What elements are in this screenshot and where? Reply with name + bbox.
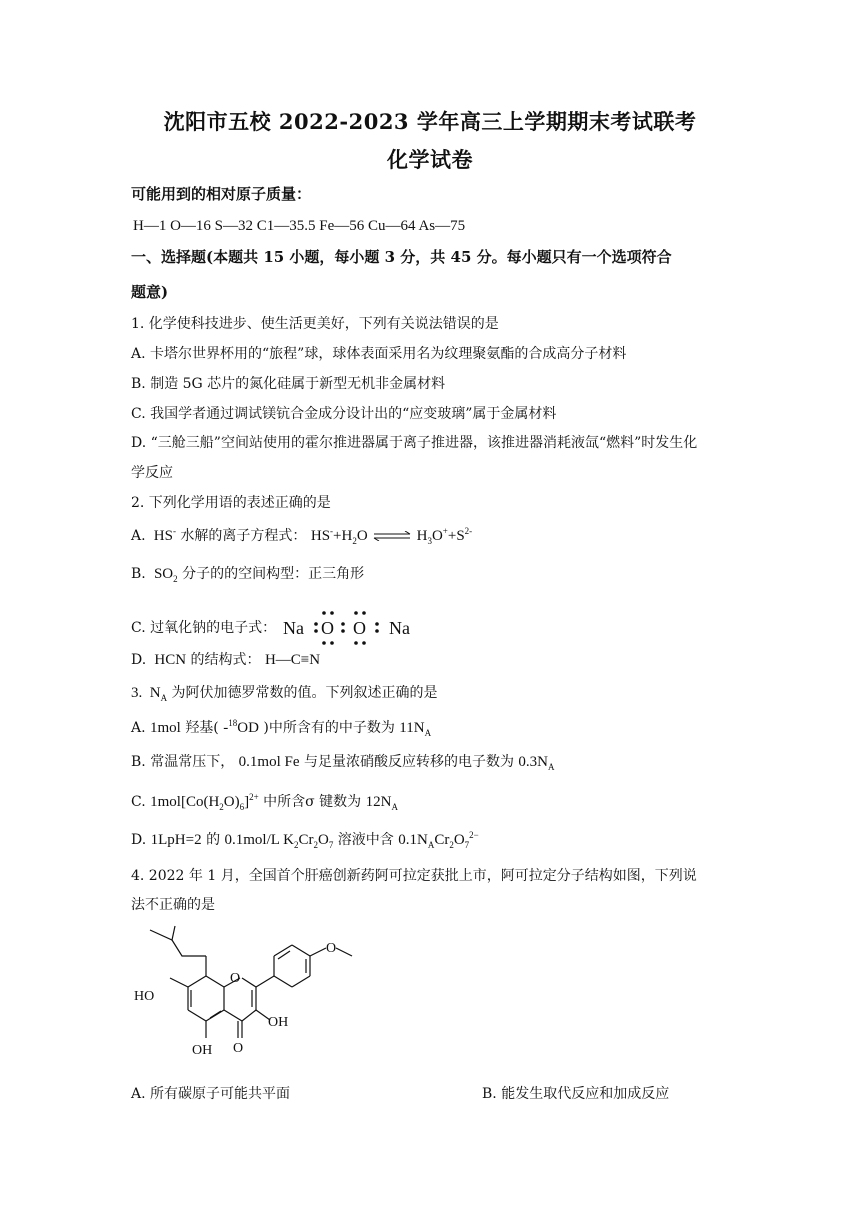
svg-text:O: O [320, 618, 334, 638]
atomic-mass-label: 可能用到的相对原子质量： [131, 185, 312, 203]
svg-text:Na: Na [282, 618, 304, 638]
question-4-option-b: B. 能发生取代反应和加成反应 [482, 1086, 670, 1102]
question-1-option-d-cont: 学反应 [131, 465, 173, 481]
question-2-option-c: C. 过氧化钠的电子式： Na O O Na [131, 608, 421, 648]
option-text: 水解的离子方程式： [180, 528, 307, 544]
question-4-stem-cont: 法不正确的是 [131, 897, 215, 913]
question-2-option-b: B. $SO_2$ 分子的的空间构型：正三角形 [131, 566, 365, 584]
svg-text:O: O [352, 618, 366, 638]
sodium-peroxide-electron-formula [281, 608, 421, 648]
question-4-option-a: A. 所有碳原子可能共平面 [131, 1086, 291, 1102]
question-2-stem: 2. 下列化学用语的表述正确的是 [131, 495, 331, 511]
question-3-option-d: D. 1LpH=2 的 0.1mol/L $K_2Cr_2O_7$ 溶液中含 $0.1N_ACr_2O_7^{2-}$ [131, 830, 479, 850]
question-1-option-a: A. 卡塔尔世界杯用的“旅程”球，球体表面采用名为纹理聚氨酯的合成高分子材料 [131, 346, 627, 362]
question-2-option-a: A. HS- 水解的离子方程式： $HS^-+H_2O$ $H_3O^++S^{2-}$ [131, 526, 473, 546]
question-3-stem: 3. $N_A$ 为阿伏加德罗常数的值。下列叙述正确的是 [131, 685, 438, 703]
question-3-option-b: B. 常温常压下， 0.1mol Fe 与足量浓硝酸反应转移的电子数为 $0.3N_A$ [131, 754, 555, 772]
svg-text:OH: OH [268, 1015, 289, 1030]
svg-text:O: O [326, 941, 337, 956]
svg-text:O: O [233, 1041, 244, 1056]
question-4-stem: 4. 2022 年 1 月，全国首个肝癌创新药阿可拉定获批上市，阿可拉定分子结构如图，下列说 [131, 868, 697, 884]
svg-text:OH: OH [192, 1043, 213, 1058]
question-2-option-d: D. HCN 的结构式： H—C≡N [131, 652, 321, 668]
svg-text:Na: Na [388, 618, 410, 638]
icaritin-molecular-structure [130, 920, 370, 1080]
question-3-option-c: C. $1mol[Co(H_2O)_6]^{2+}$ 中所含σ 键数为 $12N_A$ [131, 792, 398, 812]
option-letter: A. [131, 528, 146, 544]
equilibrium-arrow-icon [372, 531, 412, 541]
question-3-option-a: A. 1mol 羟基( -$^{18}$OD )中所含有的中子数为 $11N_A$ [131, 718, 432, 738]
question-1-stem: 1. 化学使科技进步、使生活更美好，下列有关说法错误的是 [131, 316, 499, 332]
option-text: 分子的的空间构型：正三角形 [182, 566, 365, 582]
svg-text:O: O [230, 971, 241, 986]
option-text: 的结构式： [190, 652, 261, 668]
question-1-option-c: C. 我国学者通过调试镁钪合金成分设计出的“应变玻璃”属于金属材料 [131, 406, 557, 422]
page-title-line1: 沈阳市五校 2022-2023 学年高三上学期期末考试联考 [163, 109, 697, 134]
section-heading-cont: 题意) [131, 283, 169, 301]
page-title-line2: 化学试卷 [387, 147, 473, 172]
svg-text:HO: HO [134, 989, 155, 1004]
atomic-mass-values: H—1 O—16 S—32 C1—35.5 Fe—56 Cu—64 As—75 [133, 218, 466, 234]
section-heading: 一、选择题(本题共 15 小题，每小题 3 分，共 45 分。每小题只有一个选项符合 [131, 248, 672, 266]
question-1-option-d: D. “三舱三船”空间站使用的霍尔推进器属于离子推进器，该推进器消耗液氙“燃料”时发生化 [131, 435, 698, 451]
question-1-option-b: B. 制造 5G 芯片的氮化硅属于新型无机非金属材料 [131, 376, 446, 392]
